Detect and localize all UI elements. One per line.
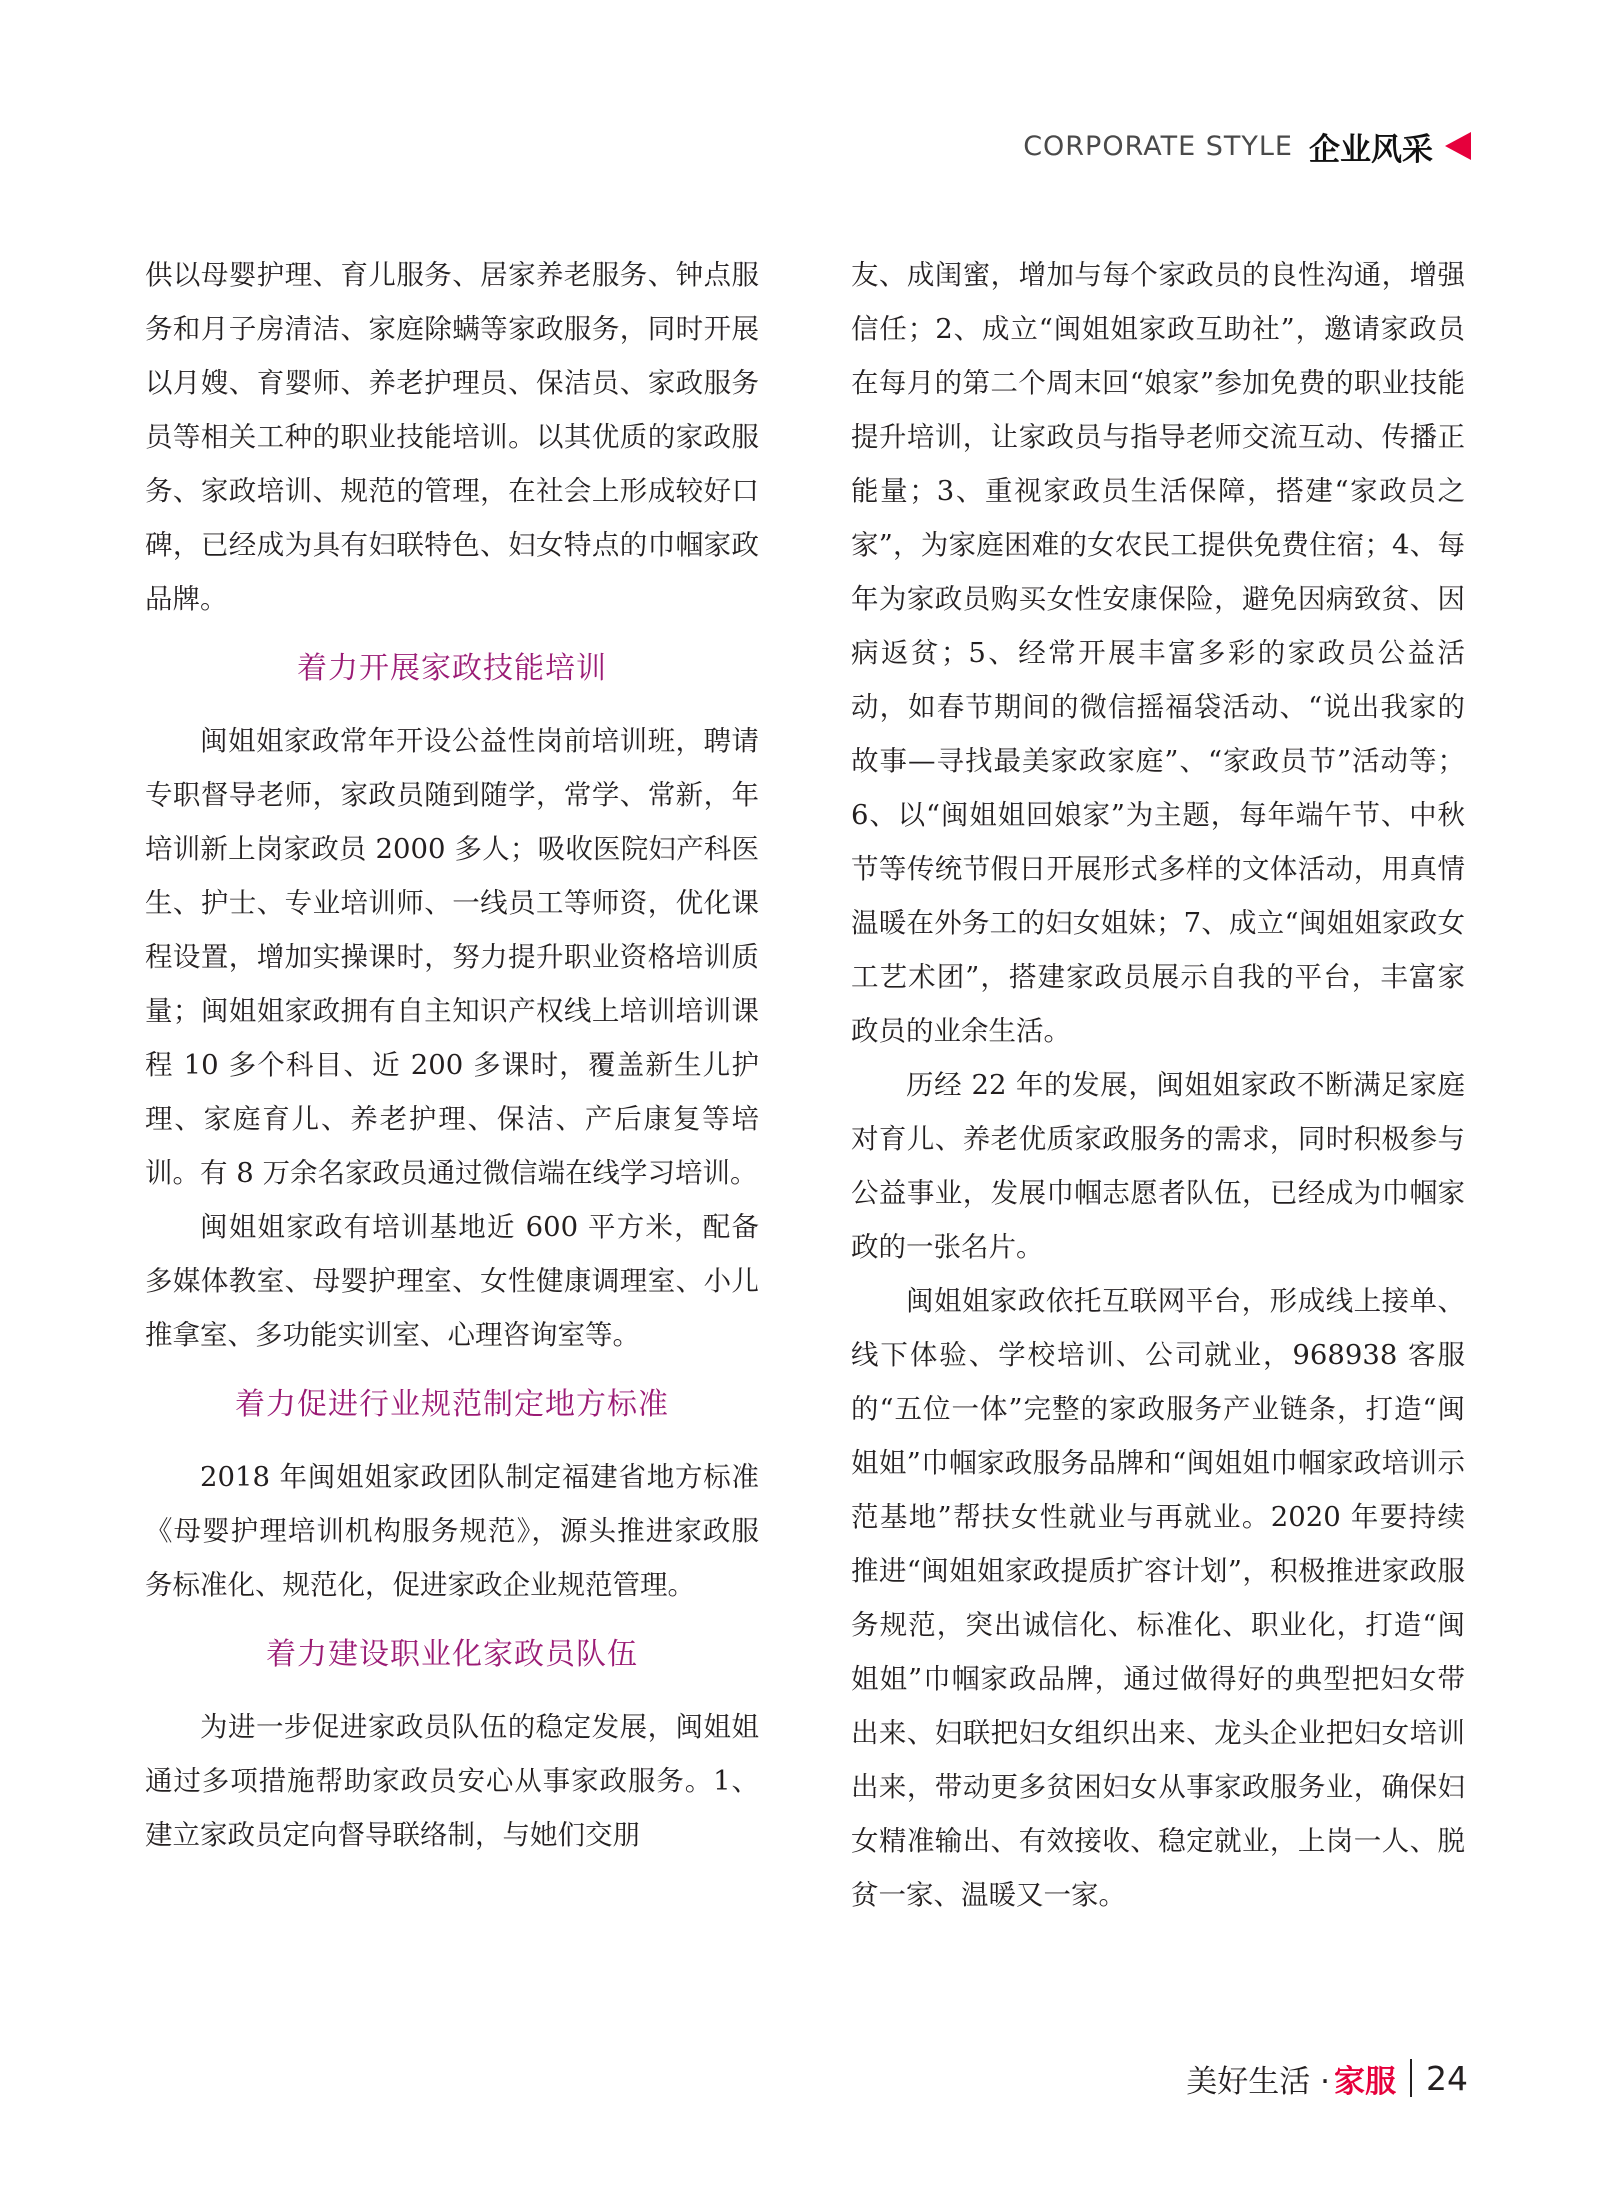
header-section-english: CORPORATE STYLE bbox=[1023, 130, 1293, 162]
page-footer bbox=[1186, 2052, 1468, 2104]
article-column-right bbox=[851, 248, 1465, 1922]
section-name: 家服 bbox=[1334, 2063, 1396, 2100]
paragraph: 为进一步促进家政员队伍的稳定发展，闽姐姐通过多项措施帮助家政员安心从事家政服务。1、建立家政员定向督导联络制，与她们交朋 bbox=[145, 1711, 759, 1851]
article-column-left bbox=[145, 248, 759, 1862]
paragraph: 闽姐姐家政依托互联网平台，形成线上接单、线下体验、学校培训、公司就业，968938 客服的“五位一体”完整的家政服务产业链条，打造“闽姐姐”巾帼家政服务品牌和“闽姐姐巾帼家政培训示范基地”帮扶女性就业与再就业。2020 年要持续推进“闽姐姐家政提质扩容计划”，积极推进家政服务规范，突出诚信化、标准化、职业化，打造“闽姐姐”巾帼家政品牌，通过做得好的典型把妇女带出来、妇联把妇女组织出来、龙头企业把妇女培训出来，带动更多贫困妇女从事家政服务业，确保妇女精准输出、有效接收、稳定就业，上岗一人、脱贫一家、温暖又一家。 bbox=[851, 1285, 1465, 1911]
paragraph: 友、成闺蜜，增加与每个家政员的良性沟通，增强信任；2、成立“闽姐姐家政互助社”，邀请家政员在每月的第二个周末回“娘家”参加免费的职业技能提升培训，让家政员与指导老师交流互动、传播正能量；3、重视家政员生活保障，搭建“家政员之家”，为家庭困难的女农民工提供免费住宿；4、每年为家政员购买女性安康保险，避免因病致贫、因病返贫；5、经常开展丰富多彩的家政员公益活动，如春节期间的微信摇福袋活动、“说出我家的故事—寻找最美家政家庭”、“家政员节”活动等；6、以“闽姐姐回娘家”为主题，每年端午节、中秋节等传统节假日开展形式多样的文体活动，用真情温暖在外务工的妇女姐妹；7、成立“闽姐姐家政女工艺术团”，搭建家政员展示自我的平台，丰富家政员的业余生活。 bbox=[851, 259, 1465, 1047]
paragraph: 闽姐姐家政有培训基地近 600 平方米，配备多媒体教室、母婴护理室、女性健康调理室、小儿推拿室、多功能实训室、心理咨询室等。 bbox=[145, 1211, 759, 1351]
page-header bbox=[1023, 124, 1471, 168]
paragraph: 2018 年闽姐姐家政团队制定福建省地方标准《母婴护理培训机构服务规范》，源头推进家政服务标准化、规范化，促进家政企业规范管理。 bbox=[145, 1461, 759, 1601]
paragraph: 历经 22 年的发展，闽姐姐家政不断满足家庭对育儿、养老优质家政服务的需求，同时积极参与公益事业，发展巾帼志愿者队伍，已经成为巾帼家政的一张名片。 bbox=[851, 1069, 1465, 1263]
left-triangle-icon bbox=[1445, 132, 1471, 160]
page-number: 24 bbox=[1426, 2058, 1468, 2098]
section-heading-workforce: 着力建设职业化家政员队伍 bbox=[266, 1637, 638, 1672]
section-heading-training: 着力开展家政技能培训 bbox=[297, 651, 607, 686]
paragraph: 供以母婴护理、育儿服务、居家养老服务、钟点服务和月子房清洁、家庭除螨等家政服务，同时开展以月嫂、育婴师、养老护理员、保洁员、家政服务员等相关工种的职业技能培训。以其优质的家政服务、家政培训、规范的管理，在社会上形成较好口碑，已经成为具有妇联特色、妇女特点的巾帼家政品牌。 bbox=[145, 259, 759, 615]
footer-divider bbox=[1410, 2059, 1412, 2097]
section-heading-standards: 着力促进行业规范制定地方标准 bbox=[235, 1387, 669, 1422]
header-section-chinese: 企业风采 bbox=[1309, 131, 1433, 168]
paragraph: 闽姐姐家政常年开设公益性岗前培训班，聘请专职督导老师，家政员随到随学，常学、常新，年培训新上岗家政员 2000 多人；吸收医院妇产科医生、护士、专业培训师、一线员工等师资，优化课程设置，增加实操课时，努力提升职业资格培训质量；闽姐姐家政拥有自主知识产权线上培训培训课程 10 多个科目、近 200 多课时，覆盖新生儿护理、家庭育儿、养老护理、保洁、产后康复等培训。有 8 万余名家政员通过微信端在线学习培训。 bbox=[145, 725, 759, 1189]
magazine-name: 美好生活 · bbox=[1186, 2063, 1330, 2100]
